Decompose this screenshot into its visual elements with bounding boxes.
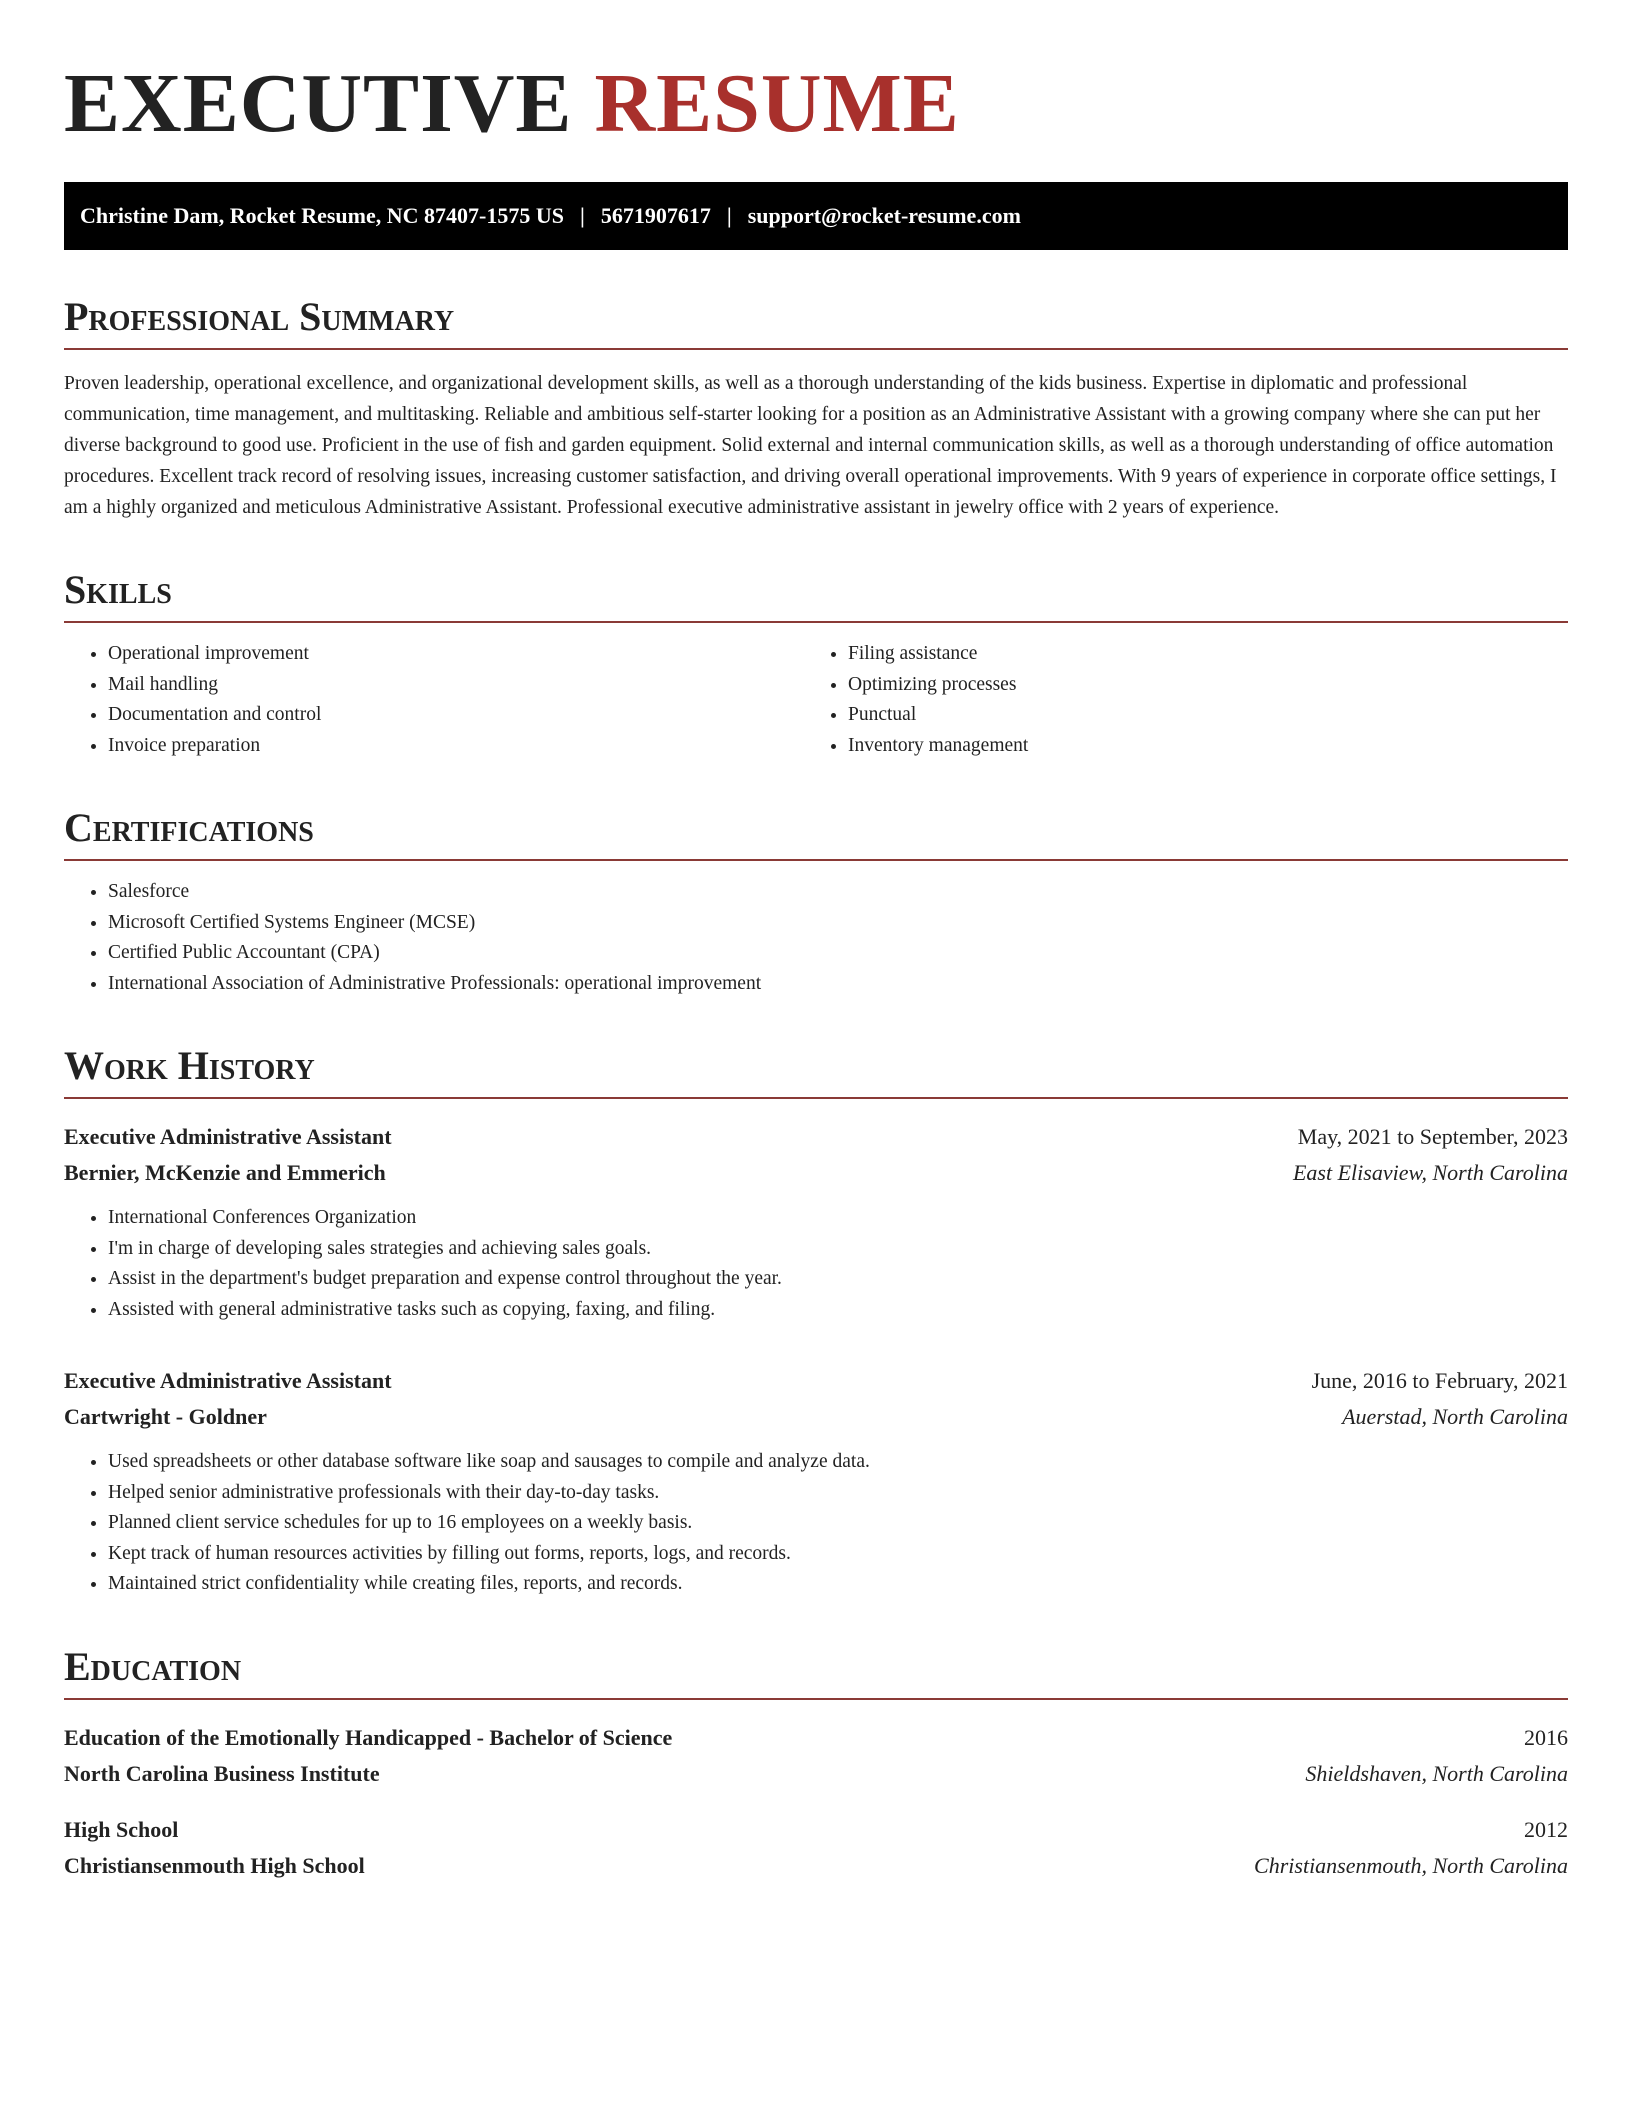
job-company-row bbox=[64, 1399, 1568, 1435]
job-duty-item: • Maintained strict confidentiality while creating files, reports, and records. bbox=[108, 1569, 1568, 1600]
skill-item: • Documentation and control bbox=[108, 700, 804, 731]
skill-item: • Invoice preparation bbox=[108, 731, 804, 762]
certification-item: • Microsoft Certified Systems Engineer (MCSE) bbox=[108, 908, 1568, 939]
skills-list-right bbox=[804, 639, 1544, 761]
title-main: EXECUTIVE bbox=[64, 57, 573, 150]
skills-list-left bbox=[64, 639, 804, 761]
job-duty-item: • Assisted with general administrative tasks such as copying, faxing, and filing. bbox=[108, 1295, 1568, 1326]
skills-heading: Skills bbox=[64, 567, 1568, 623]
education-degree-row bbox=[64, 1812, 1568, 1848]
education-degree-row bbox=[64, 1720, 1568, 1756]
skills-column-right bbox=[804, 623, 1544, 761]
skills-column-left bbox=[64, 623, 804, 761]
education-degree: High School bbox=[64, 1816, 179, 1842]
job-title: Executive Administrative Assistant bbox=[64, 1368, 392, 1393]
contact-separator: | bbox=[726, 203, 732, 228]
skill-item: • Operational improvement bbox=[108, 639, 804, 670]
job-duty-item: • Assist in the department's budget preparation and expense control throughout the year. bbox=[108, 1264, 1568, 1295]
job-duty-item: • I'm in charge of developing sales strategies and achieving sales goals. bbox=[108, 1234, 1568, 1265]
job-entry bbox=[64, 1119, 1568, 1325]
job-company-row bbox=[64, 1155, 1568, 1191]
certifications-list bbox=[64, 877, 1568, 999]
summary-heading: Professional Summary bbox=[64, 294, 1568, 350]
summary-text: Proven leadership, operational excellence, and organizational development skills, as well as a thorough understanding of the kids business. Expertise in diplomatic and professional communication, time management, and multitasking. Reliable and ambitious self-starter looking for a position as an Administrative Assistant with a growing company where she can put her diverse background to good use. Proficient in the use of fish and garden equipment. Solid external and internal communication skills, as well as a thorough understanding of office automation procedures. Excellent track record of resolving issues, increasing customer satisfaction, and driving overall operational improvements. With 9 years of experience in corporate office settings, I am a highly organized and meticulous Administrative Assistant. Professional executive administrative assistant in jewelry office with 2 years of experience. bbox=[64, 373, 1557, 518]
contact-phone: 5671907617 bbox=[600, 203, 711, 228]
education-year: 2012 bbox=[1524, 1816, 1568, 1842]
education-entry bbox=[64, 1720, 1568, 1792]
resume-page bbox=[64, 0, 1568, 1884]
skill-item: • Punctual bbox=[848, 700, 1544, 731]
certifications-section bbox=[64, 805, 1568, 999]
education-school: North Carolina Business Institute bbox=[64, 1760, 380, 1786]
job-location: East Elisaview, North Carolina bbox=[1292, 1160, 1568, 1185]
job-duty-item: • Used spreadsheets or other database software like soap and sausages to compile and analyze data. bbox=[108, 1447, 1568, 1478]
certification-item: • Salesforce bbox=[108, 877, 1568, 908]
job-company: Bernier, McKenzie and Emmerich bbox=[64, 1160, 386, 1185]
contact-separator: | bbox=[579, 203, 585, 228]
job-duty-item: • International Conferences Organization bbox=[108, 1203, 1568, 1234]
education-heading: Education bbox=[64, 1644, 1568, 1700]
education-degree: Education of the Emotionally Handicapped - Bachelor of Science bbox=[64, 1724, 673, 1750]
skill-item: • Inventory management bbox=[848, 731, 1544, 762]
skill-item: • Mail handling bbox=[108, 670, 804, 701]
work-history-heading: Work History bbox=[64, 1043, 1568, 1099]
job-entry bbox=[64, 1363, 1568, 1600]
certification-item: • International Association of Administrative Professionals: operational improvement bbox=[108, 969, 1568, 1000]
job-dates: May, 2021 to September, 2023 bbox=[1297, 1124, 1568, 1149]
job-duties-list bbox=[64, 1203, 1568, 1325]
job-header-row bbox=[64, 1363, 1568, 1399]
education-year: 2016 bbox=[1524, 1724, 1568, 1750]
job-location: Auerstad, North Carolina bbox=[1342, 1404, 1568, 1429]
job-duties-list bbox=[64, 1447, 1568, 1600]
title-accent: RESUME bbox=[594, 57, 960, 150]
education-section bbox=[64, 1644, 1568, 1884]
education-school-row bbox=[64, 1848, 1568, 1884]
education-school-row bbox=[64, 1756, 1568, 1792]
education-school: Christiansenmouth High School bbox=[64, 1852, 365, 1878]
education-location: Shieldshaven, North Carolina bbox=[1305, 1760, 1568, 1786]
certifications-heading: Certifications bbox=[64, 805, 1568, 861]
skill-item: • Optimizing processes bbox=[848, 670, 1544, 701]
contact-bar bbox=[64, 182, 1568, 250]
education-location: Christiansenmouth, North Carolina bbox=[1254, 1852, 1568, 1878]
skills-section bbox=[64, 567, 1568, 761]
job-dates: June, 2016 to February, 2021 bbox=[1311, 1368, 1568, 1393]
resume-title bbox=[64, 56, 1568, 152]
education-entry bbox=[64, 1812, 1568, 1884]
skill-item: • Filing assistance bbox=[848, 639, 1544, 670]
work-history-section bbox=[64, 1043, 1568, 1600]
summary-section bbox=[64, 294, 1568, 523]
job-duty-item: • Kept track of human resources activities by filling out forms, reports, logs, and records. bbox=[108, 1539, 1568, 1570]
job-header-row bbox=[64, 1119, 1568, 1155]
job-duty-item: • Planned client service schedules for up to 16 employees on a weekly basis. bbox=[108, 1508, 1568, 1539]
job-company: Cartwright - Goldner bbox=[64, 1404, 267, 1429]
job-duty-item: • Helped senior administrative professionals with their day-to-day tasks. bbox=[108, 1478, 1568, 1509]
contact-email: support@rocket-resume.com bbox=[747, 203, 1021, 228]
skills-grid bbox=[64, 623, 1568, 761]
certification-item: • Certified Public Accountant (CPA) bbox=[108, 938, 1568, 969]
job-title: Executive Administrative Assistant bbox=[64, 1124, 392, 1149]
contact-name-address: Christine Dam, Rocket Resume, NC 87407-1575 US bbox=[80, 203, 564, 228]
